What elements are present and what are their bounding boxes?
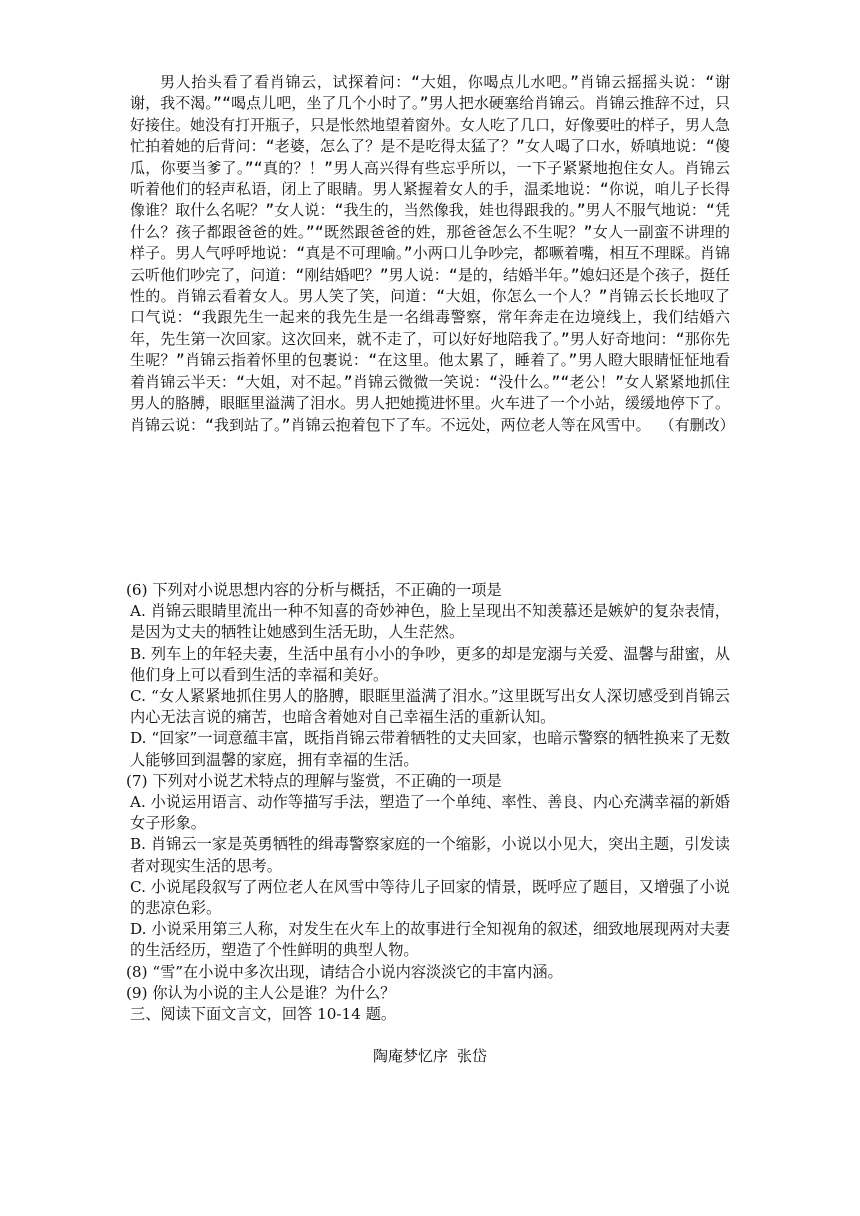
question-7-option-b: B. 肖锦云一家是英勇牺牲的缉毒警察家庭的一个缩影，小说以小见大，突出主题，引发读者对现实生活的思考。: [130, 835, 730, 875]
question-6-option-b: B. 列车上的年轻夫妻，生活中虽有小小的争吵，更多的却是宠溺与关爱、温馨与甜蜜，从他们身上可以看到生活的幸福和美好。: [130, 644, 730, 684]
question-7-stem: (7) 下列对小说艺术特点的理解与鉴赏，不正确的一项是: [126, 771, 502, 790]
question-7-option-c: C. 小说尾段叙写了两位老人在风雪中等待儿子回家的情景，既呼应了题目，又增强了小说的悲凉色彩。: [130, 877, 730, 918]
question-6-option-a: A. 肖锦云眼睛里流出一种不知喜的奇妙神色，脸上呈现出不知羡慕还是嫉妒的复杂表情，是因为丈夫的牺牲让她感到生活无助，人生茫然。: [130, 602, 730, 642]
question-6-stem: (6) 下列对小说思想内容的分析与概括，不正确的一项是: [126, 581, 502, 599]
question-6-option-c: C. “女人紧紧地抓住男人的胳膊，眼眶里溢满了泪水。”这里既写出女人深切感受到肖锦云内心无法言说的痛苦，也暗含着她对自己幸福生活的重新认知。: [130, 687, 730, 727]
question-7-option-a: A. 小说运用语言、动作等描写手法，塑造了一个单纯、率性、善良、内心充满幸福的新婚女子形象。: [130, 793, 730, 833]
section-3-heading: 三、阅读下面文言文，回答 10-14 题。: [130, 1005, 397, 1024]
passage-title: 陶庵梦忆序 张岱: [372, 1047, 488, 1065]
question-8: (8) “雪”在小说中多次出现，请结合小说内容淡淡它的丰富内涵。: [126, 962, 563, 981]
question-7-option-d: D. 小说采用第三人称，对发生在火车上的故事进行全知视角的叙述，细致地展现两对夫妻的生活经历，塑造了个性鲜明的典型人物。: [130, 920, 730, 960]
question-list: [126, 580, 730, 1025]
story-paragraph: 男人抬头看了看肖锦云，试探着问：“大姐，你喝点儿水吧。”肖锦云摇摇头说：“谢谢，我不渴。”“喝点儿吧，坐了几个小时了。”男人把水硬塞给肖锦云。肖锦云推辞不过，只好接住。她没有打开瓶子，只是怅然地望着窗外。女人吃了几口，好像要吐的样子，男人急忙拍着她的后背问：“老婆，怎么了？是不是吃得太猛了？”女人喝了口水，娇嗔地说：“傻瓜，你要当爹了。”“真的？！”男人高兴得有些忘乎所以，一下子紧紧地抱住女人。肖锦云听着他们的轻声私语，闭上了眼睛。男人紧握着女人的手，温柔地说：“你说，咱儿子长得像谁？取什么名呢？”女人说：“我生的，当然像我，娃也得跟我的。”男人不服气地说：“凭什么？孩子都跟爸爸的姓。”“既然跟爸爸的姓，那爸爸怎么不生呢？”女人一副蛮不讲理的样子。男人气呼呼地说：“真是不可理喻。”小两口儿争吵完，都噘着嘴，相互不理睬。肖锦云听他们吵完了，问道：“刚结婚吧？”男人说：“是的，结婚半年。”媳妇还是个孩子，挺任性的。肖锦云看着女人。男人笑了笑，问道：“大姐，你怎么一个人？”肖锦云长长地叹了口气说：“我跟先生一起来的我先生是一名缉毒警察，常年奔走在边境线上，我们结婚六年，先生第一次回家。这次回来，就不走了，可以好好地陪我了。”男人好奇地问：“那你先生呢？”肖锦云指着怀里的包裹说：“在这里。他太累了，睡着了。”男人瞪大眼睛怔怔地看着肖锦云半天：“大姐，对不起。”肖锦云微微一笑说：“没什么。”“老公！”女人紧紧地抓住男人的胳膊，眼眶里溢满了泪水。男人把她揽进怀里。火车进了一个小站，缓缓地停下了。肖锦云说：“我到站了。”肖锦云抱着包下了车。不远处，两位老人等在风雪中。 （有删改）: [130, 73, 735, 434]
question-6-option-d: D. “回家”一词意蕴丰富，既指肖锦云带着牺牲的丈夫回家，也暗示警察的牺牲换来了无数人能够回到温馨的家庭，拥有幸福的生活。: [130, 729, 730, 769]
question-9: (9) 你认为小说的主人公是谁？为什么？: [126, 983, 396, 1002]
